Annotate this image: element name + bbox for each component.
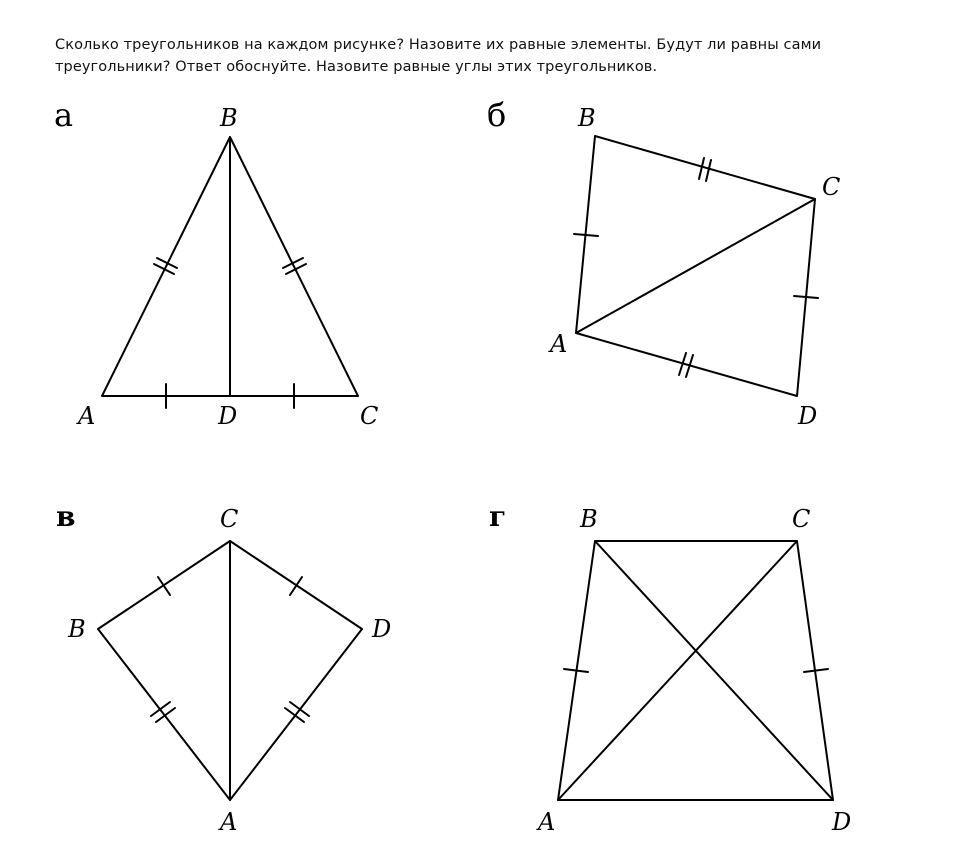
vertex-label-b-B: B xyxy=(578,104,596,132)
vertex-label-a-D: D xyxy=(218,402,238,430)
vertex-label-g-C: C xyxy=(792,505,811,533)
vertex-label-b-A: A xyxy=(550,330,568,358)
vertex-label-g-D: D xyxy=(832,808,852,836)
vertex-label-v-A: A xyxy=(220,808,238,836)
diagonal-ac xyxy=(558,541,797,800)
vertex-label-a-B: B xyxy=(220,104,238,132)
tick-ab xyxy=(574,234,598,236)
figure-a xyxy=(76,104,378,430)
vertex-label-a-A: A xyxy=(78,402,96,430)
segment-ac xyxy=(576,199,815,333)
tick-bc xyxy=(158,577,170,595)
tick-bc-2 xyxy=(706,160,711,181)
trapezoid-abcd xyxy=(558,541,833,800)
vertex-label-v-B: B xyxy=(68,615,86,643)
panel-label-a: а xyxy=(54,96,74,134)
panel-label-b: б xyxy=(487,96,507,134)
question-text: Сколько треугольников на каждом рисунке? Назовите их равные элементы. Будут ли равны сами треугольники? Ответ обоснуйте. Назовите равные углы этих треугольников. xyxy=(55,37,822,75)
diagonal-bd xyxy=(595,541,833,800)
figure-g xyxy=(536,505,851,836)
vertex-label-v-C: C xyxy=(220,505,239,533)
tick-bc-1 xyxy=(699,158,704,179)
tick-cd xyxy=(290,577,302,595)
panel-label-g: г xyxy=(489,500,507,533)
panel-label-v: в xyxy=(56,500,76,533)
figure-v xyxy=(67,505,391,836)
vertex-label-a-C: C xyxy=(360,402,379,430)
vertex-label-g-A: A xyxy=(538,808,556,836)
vertex-label-b-C: C xyxy=(822,173,841,201)
tick-cd xyxy=(794,296,818,298)
figure-b xyxy=(548,104,840,430)
vertex-label-g-B: B xyxy=(580,505,598,533)
vertex-label-b-D: D xyxy=(798,402,818,430)
vertex-label-v-D: D xyxy=(372,615,392,643)
